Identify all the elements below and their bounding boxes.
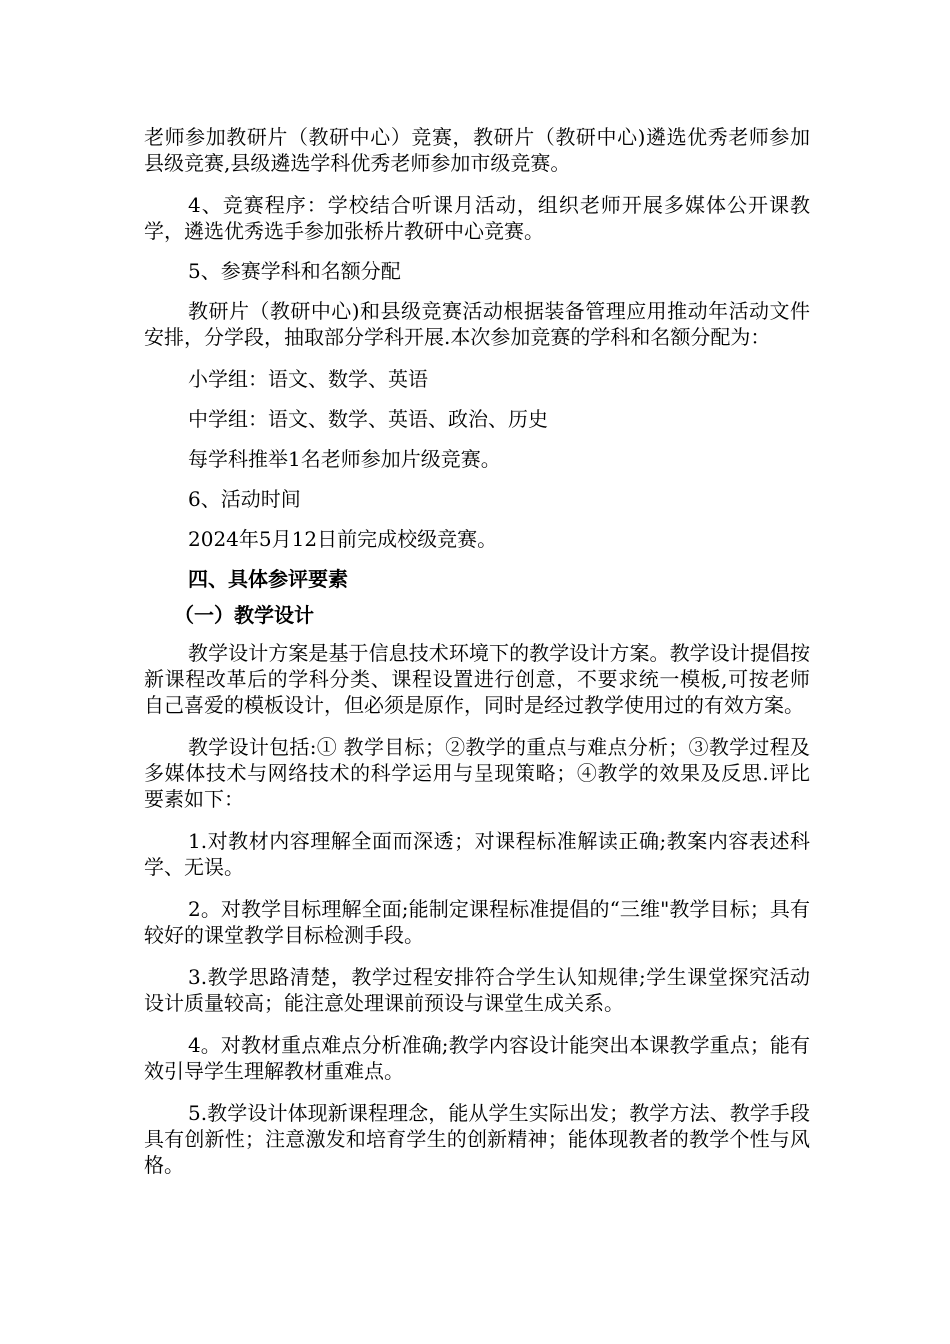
paragraph-design-contents: 教学设计包括:① 教学目标；②教学的重点与难点分析；③教学过程及多媒体技术与网络技术的科学运用与呈现策略；④教学的效果及反思.评比要素如下： (144, 735, 810, 811)
document-body (144, 118, 810, 1178)
paragraph-criterion-5: 5.教学设计体现新课程理念，能从学生实际出发；教学方法、教学手段具有创新性；注意激发和培育学生的创新精神；能体现教者的教学个性与风格。 (144, 1101, 810, 1177)
subsection-heading-teaching-design: （一）教学设计 (174, 603, 314, 627)
paragraph-competition-procedure: 4、竞赛程序：学校结合听课月活动，组织老师开展多媒体公开课教学，遴选优秀选手参加张桥片教研中心竞赛。 (144, 193, 810, 243)
paragraph-time-heading: 6、活动时间 (188, 487, 301, 511)
paragraph-subjects-heading: 5、参赛学科和名额分配 (188, 259, 401, 283)
paragraph-time-detail: 2024年5月12日前完成校级竞赛。 (188, 527, 498, 551)
paragraph-criterion-3: 3.教学思路清楚，教学过程安排符合学生认知规律;学生课堂探究活动设计质量较高；能注意处理课前预设与课堂生成关系。 (144, 965, 810, 1015)
paragraph-criterion-1: 1.对教材内容理解全面而深透；对课程标准解读正确;教案内容表述科学、无误。 (144, 829, 810, 879)
paragraph-criterion-4: 4。对教材重点难点分析准确;教学内容设计能突出本课教学重点；能有效引导学生理解教材重难点。 (144, 1033, 810, 1083)
section-heading-evaluation: 四、具体参评要素 (188, 567, 348, 591)
paragraph-middle-group: 中学组：语文、数学、英语、政治、历史 (188, 407, 548, 431)
paragraph-design-overview: 教学设计方案是基于信息技术环境下的教学设计方案。教学设计提倡按新课程改革后的学科分类、课程设置进行创意，不要求统一模板,可按老师自己喜爱的模板设计，但必须是原作，同时是经过教学使用过的有效方案。 (144, 641, 810, 717)
paragraph-quota: 每学科推举1名老师参加片级竞赛。 (188, 447, 501, 471)
paragraph-primary-group: 小学组：语文、数学、英语 (188, 367, 428, 391)
paragraph-subjects-description: 教研片（教研中心)和县级竞赛活动根据装备管理应用推动年活动文件安排，分学段，抽取部分学科开展.本次参加竞赛的学科和名额分配为： (144, 299, 810, 349)
paragraph-criterion-2: 2。对教学目标理解全面;能制定课程标准提倡的“三维"教学目标；具有较好的课堂教学目标检测手段。 (144, 897, 810, 947)
paragraph-continuation: 老师参加教研片（教研中心）竞赛，教研片（教研中心)遴选优秀老师参加县级竞赛,县级遴选学科优秀老师参加市级竞赛。 (144, 125, 810, 175)
